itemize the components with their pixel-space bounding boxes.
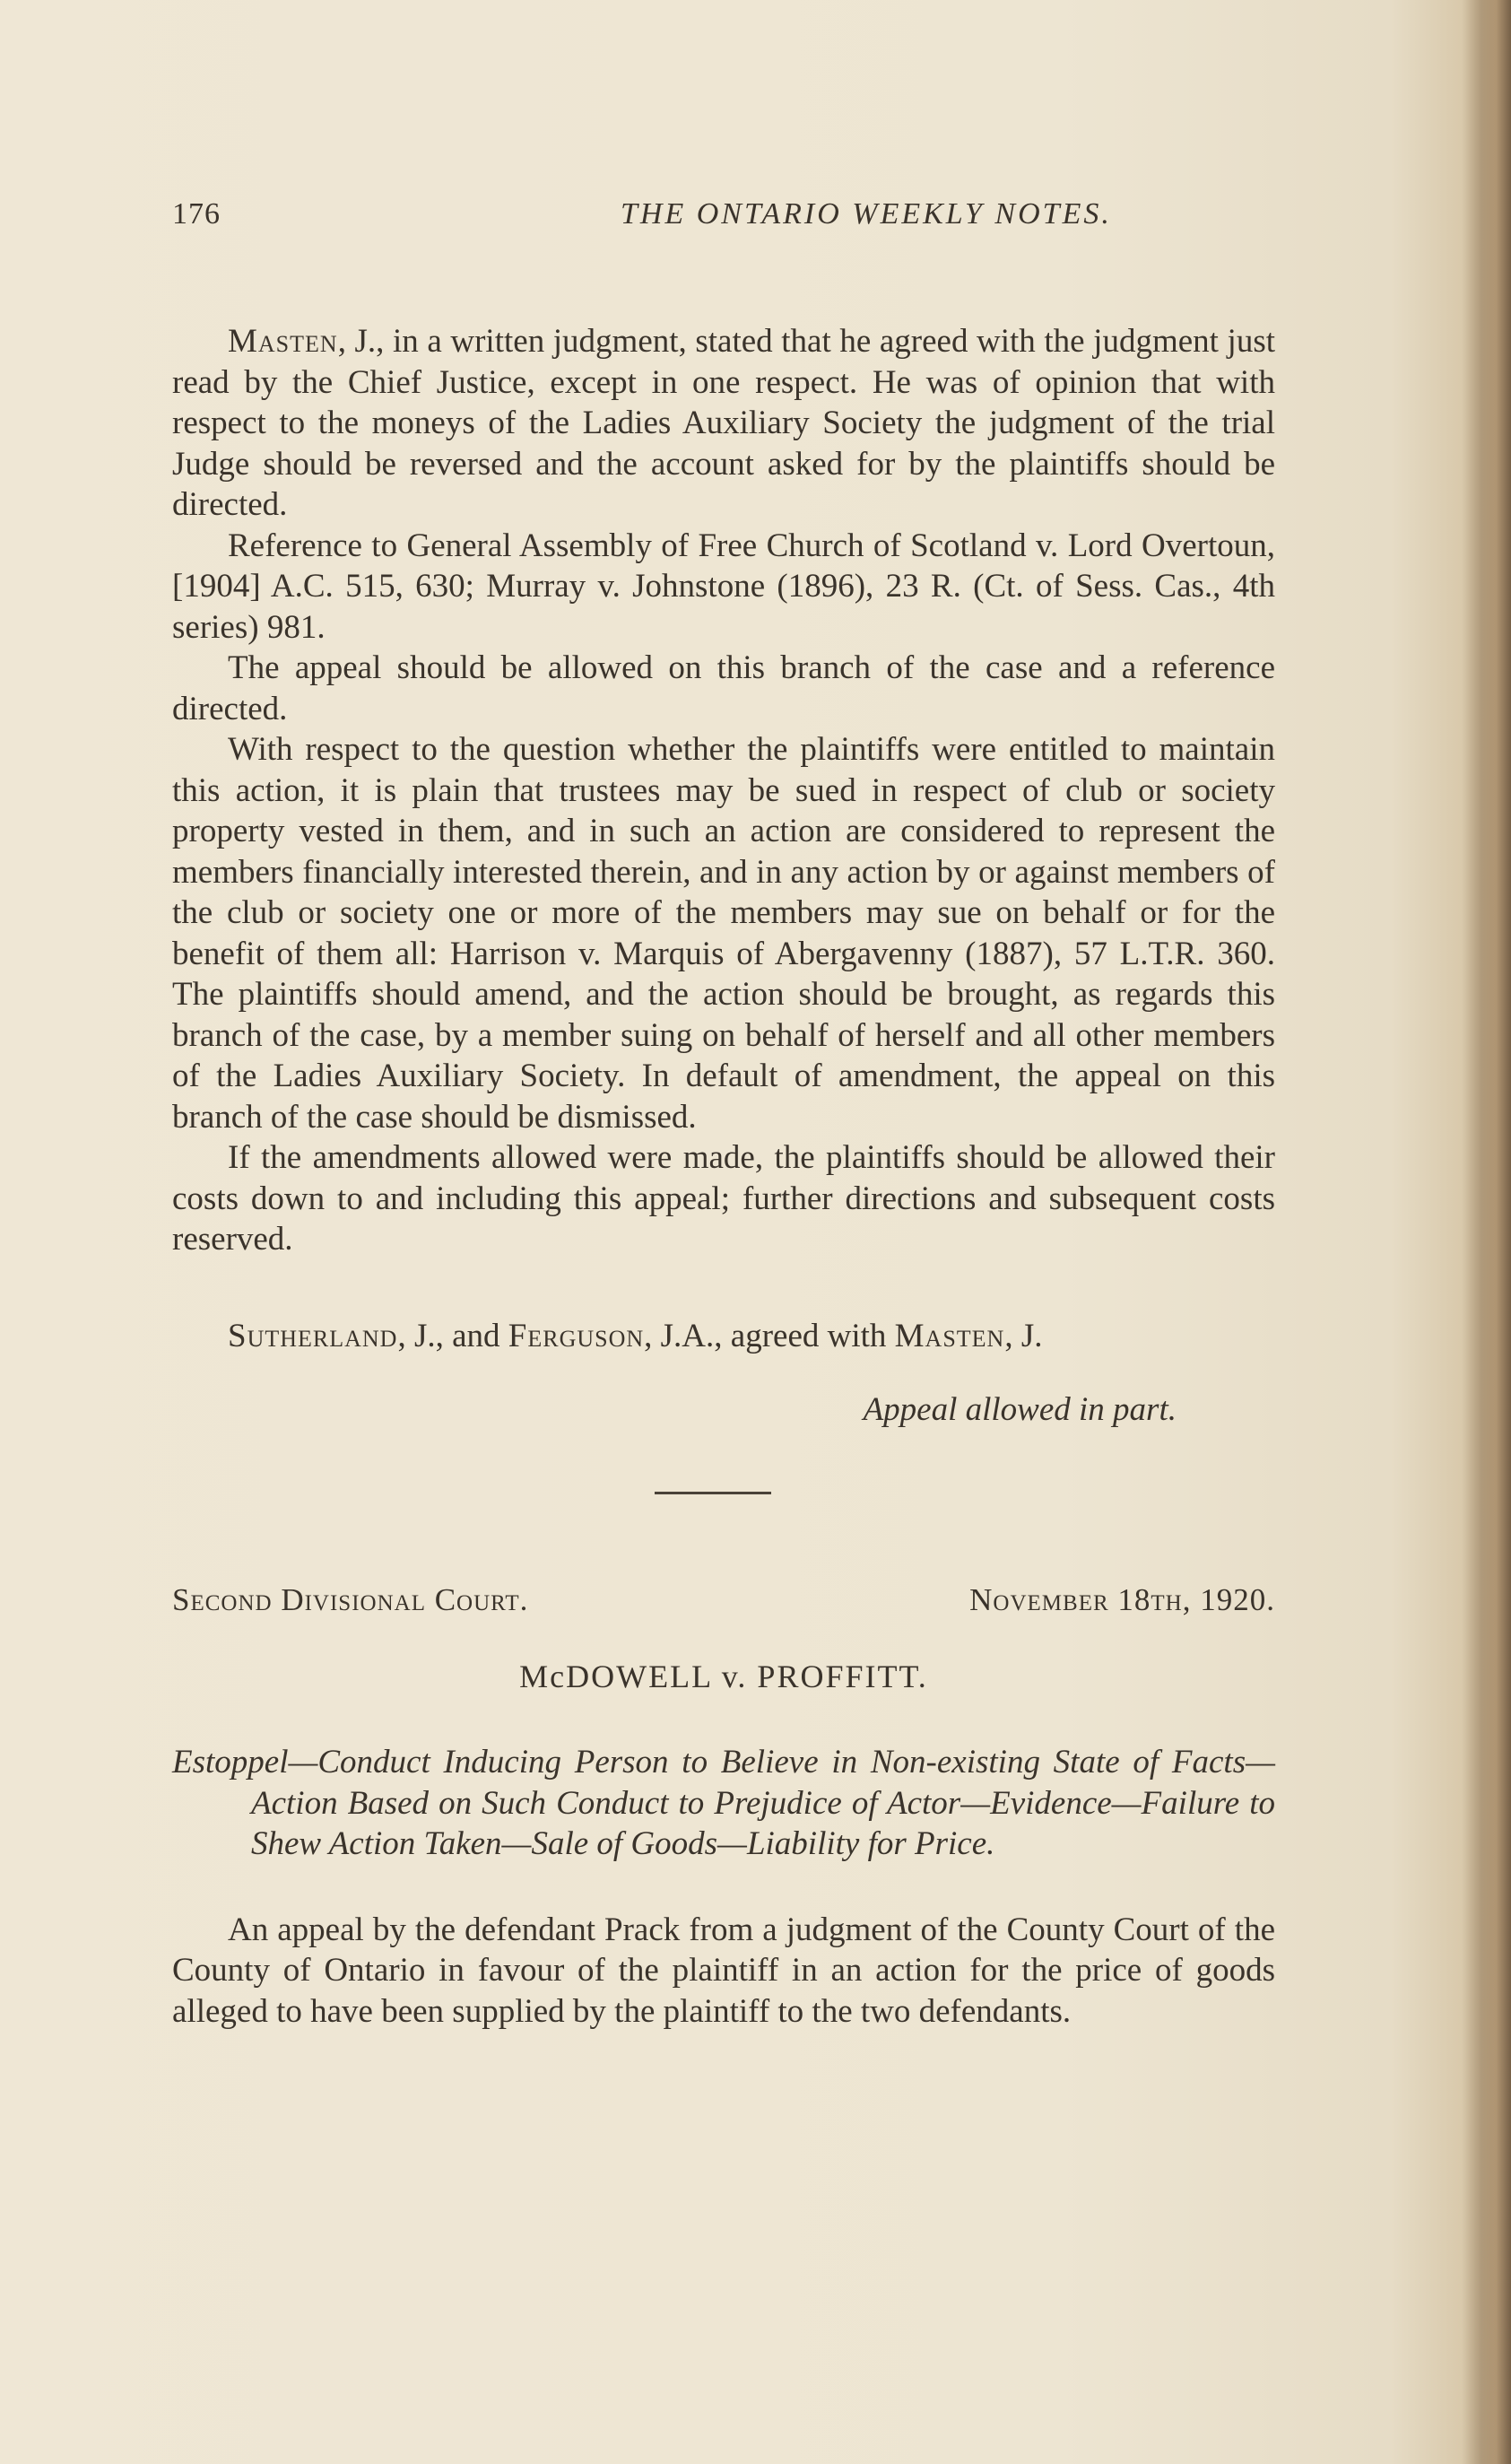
case-headnote: Estoppel—Conduct Inducing Person to Believe in Non-existing State of Facts—Action Based on Such Conduct to Prejudice of Actor—Evidence—Failure to Shew Action Taken—Sale of Goods—Liability for Price. [172, 1744, 1275, 1862]
paragraph-agreement: Sutherland, J., and Ferguson, J.A., agreed with Masten, J. [228, 1317, 1043, 1354]
paragraph-masten-judgment [172, 321, 1275, 526]
case-title: McDOWELL v. PROFFITT. [519, 1659, 928, 1694]
page-content [172, 197, 1275, 2032]
paragraph-appeal-allowed: The appeal should be allowed on this branch of the case and a reference directed. [172, 649, 1275, 727]
book-spine-shadow [1462, 0, 1511, 2464]
court-name: Second Divisional Court. [172, 1582, 529, 1617]
court-and-date [172, 1582, 1275, 1618]
judge-name: Sutherland [228, 1317, 398, 1354]
judge-name: Ferguson [508, 1317, 645, 1354]
page-header [172, 197, 1275, 251]
running-head: THE ONTARIO WEEKLY NOTES. [621, 197, 1112, 231]
paragraph-trustees: With respect to the question whether the plaintiffs were entitled to maintain this action, it is plain that trustees may be sued in respect of club or society property vested in them, and in such an action are considered to represent the members financially interested therein, and in any action by or against members of the club or society one or more of the members may sue on behalf or for the benefit of them all: Harrison v. Marquis of Abergavenny (1887), 57 L.T.R. 360. The plaintiffs should amend, and the action should be brought, as regards this branch of the case, by a member suing on behalf of herself and all other members of the Ladies Auxiliary Society. In default of amendment, the appeal on this branch of the case should be dismissed. [172, 731, 1275, 1136]
judge-name: Masten [228, 323, 338, 360]
paragraph-costs: If the amendments allowed were made, the plaintiffs should be allowed their costs down to and including this appeal; further directions and subsequent costs reserved. [172, 1139, 1275, 1258]
decision-date: November 18th, 1920. [969, 1582, 1275, 1617]
paragraph-reference: Reference to General Assembly of Free Church of Scotland v. Lord Overtoun, [1904] A.C. 515, 630; Murray v. Johnstone (1896), 23 R. (Ct. of Sess. Cas., 4th series) 981. [172, 527, 1275, 646]
paragraph-appeal-intro: An appeal by the defendant Prack from a judgment of the County Court of the County of Ontario in favour of the plaintiff in an action for the price of goods alleged to have been supplied by the plaintiff to the two defendants. [172, 1911, 1275, 2030]
page-number: 176 [172, 197, 221, 231]
case-result: Appeal allowed in part. [863, 1391, 1177, 1428]
section-divider [655, 1492, 771, 1494]
judge-name: Masten [894, 1317, 1005, 1354]
paragraph-text: , J., in a written judgment, stated that he agreed with the judgment just read by the Chief Justice, except in one respect. He was of opinion that with respect to the moneys of the Ladies Auxiliary Society the judgment of the trial Judge should be reversed and the account asked for by the plaintiffs should be directed. [172, 323, 1275, 523]
